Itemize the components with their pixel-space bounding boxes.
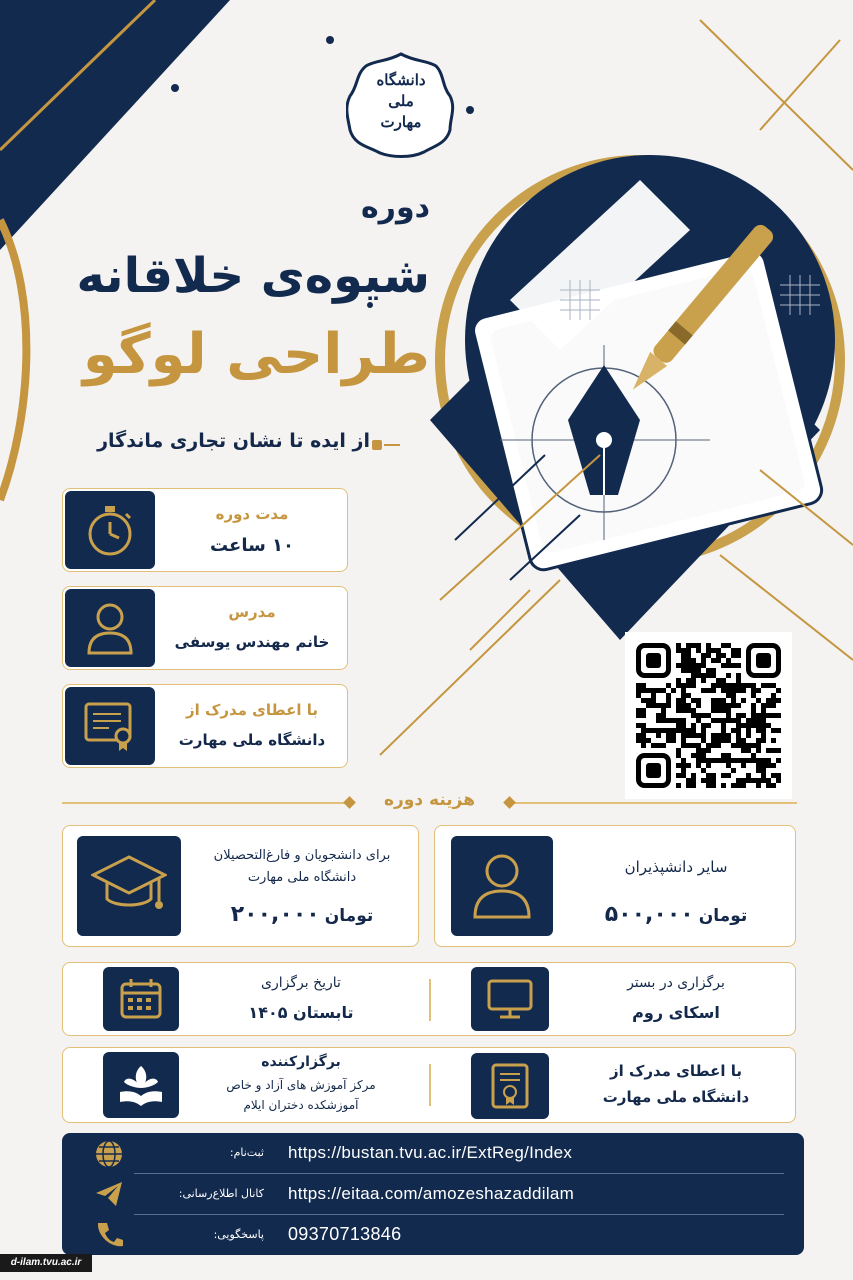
- watermark: d-ilam.tvu.ac.ir: [0, 1254, 92, 1272]
- student-fee-line2: دانشگاه ملی مهارت: [247, 870, 357, 885]
- cert-line1: با اعطای مدرک از: [609, 1062, 743, 1080]
- organizer-line2: آموزشکده دختران ایلام: [243, 1098, 359, 1112]
- student-fee-unit: تومان: [324, 906, 374, 926]
- student-fee-price: [191, 902, 413, 927]
- graduation-cap-icon: [77, 836, 181, 936]
- instructor-label: مدرس: [228, 603, 276, 621]
- student-fee-card: [62, 825, 419, 947]
- others-fee-unit: تومان: [698, 906, 748, 926]
- date-value: تابستان ۱۴۰۵: [248, 1003, 354, 1022]
- user-icon: [451, 836, 553, 936]
- subtitle-row: [60, 428, 400, 458]
- divider: [429, 1064, 431, 1106]
- duration-value: ۱۰ ساعت: [209, 535, 295, 556]
- stopwatch-icon: [65, 491, 155, 569]
- channel-label: کانال اطلاع‌رسانی:: [178, 1187, 264, 1200]
- pre-title: دوره: [360, 190, 430, 225]
- fee-heading-line-left: [62, 802, 352, 804]
- qr-code[interactable]: [625, 632, 792, 799]
- send-icon: [94, 1180, 124, 1212]
- registration-row[interactable]: [62, 1133, 804, 1173]
- student-fee-amount: ۲۰۰,۰۰۰: [230, 902, 320, 927]
- date-label: تاریخ برگزاری: [261, 975, 341, 991]
- phone-row[interactable]: [62, 1215, 804, 1255]
- calendar-icon: [103, 967, 179, 1031]
- book-leaf-icon: [103, 1052, 179, 1118]
- instructor-value: خانم مهندس یوسفی: [174, 633, 330, 651]
- organizer-label: برگزارکننده: [261, 1054, 341, 1070]
- fee-heading-dot-left: [343, 796, 356, 809]
- certificate-icon: [65, 687, 155, 765]
- fee-heading: هزینه دوره: [383, 790, 476, 810]
- others-fee-price: [563, 902, 789, 927]
- logo-text-1: دانشگاه: [376, 71, 426, 89]
- phone-number[interactable]: 09370713846: [288, 1224, 402, 1244]
- organizer-certificate-card: [62, 1047, 796, 1123]
- monitor-icon: [471, 967, 549, 1031]
- fee-heading-row: [62, 788, 797, 816]
- logo-text-3: مهارت: [380, 113, 422, 131]
- logo-text-2: ملی: [388, 92, 414, 110]
- registration-label: ثبت‌نام:: [229, 1146, 264, 1159]
- cert-line2: دانشگاه ملی مهارت: [602, 1088, 750, 1106]
- platform-value: اسکای روم: [632, 1003, 720, 1022]
- divider: [429, 979, 431, 1021]
- user-icon: [65, 589, 155, 667]
- duration-label: مدت دوره: [215, 505, 289, 523]
- date-platform-card: [62, 962, 796, 1036]
- certificate-card: [62, 684, 348, 768]
- fee-heading-line-right: [507, 802, 797, 804]
- others-fee-amount: ۵۰۰,۰۰۰: [604, 902, 694, 927]
- links-panel: [62, 1133, 804, 1255]
- organizer-line1: مرکز آموزش های آزاد و خاص: [226, 1078, 376, 1092]
- university-logo: [346, 52, 456, 160]
- certificate-icon: [471, 1053, 549, 1119]
- title-line-2: طراحی لوگو: [82, 322, 430, 387]
- student-fee-line1: برای دانشجویان و فارغ‌التحصیلان: [213, 848, 391, 863]
- registration-url[interactable]: https://bustan.tvu.ac.ir/ExtReg/Index: [288, 1143, 573, 1162]
- certificate-label: با اعطای مدرک از: [185, 701, 319, 719]
- others-fee-card: [434, 825, 796, 947]
- subtitle: از ایده تا نشان تجاری ماندگار: [97, 430, 370, 452]
- channel-url[interactable]: https://eitaa.com/amozeshazaddilam: [288, 1184, 575, 1203]
- title-line-1: شیوه‌ی خلاقانه: [76, 248, 430, 304]
- globe-icon: [94, 1139, 124, 1173]
- certificate-value: دانشگاه ملی مهارت: [178, 731, 326, 749]
- fee-heading-dot-right: [503, 796, 516, 809]
- phone-label: پاسخگویی:: [213, 1228, 264, 1241]
- platform-label: برگزاری در بستر: [627, 975, 725, 991]
- others-fee-label: سایر دانشپذیران: [624, 858, 728, 876]
- duration-card: [62, 488, 348, 572]
- channel-row[interactable]: [62, 1174, 804, 1214]
- instructor-card: [62, 586, 348, 670]
- phone-icon: [96, 1221, 124, 1253]
- subtitle-bullet: [372, 440, 382, 450]
- subtitle-dash: [384, 444, 400, 446]
